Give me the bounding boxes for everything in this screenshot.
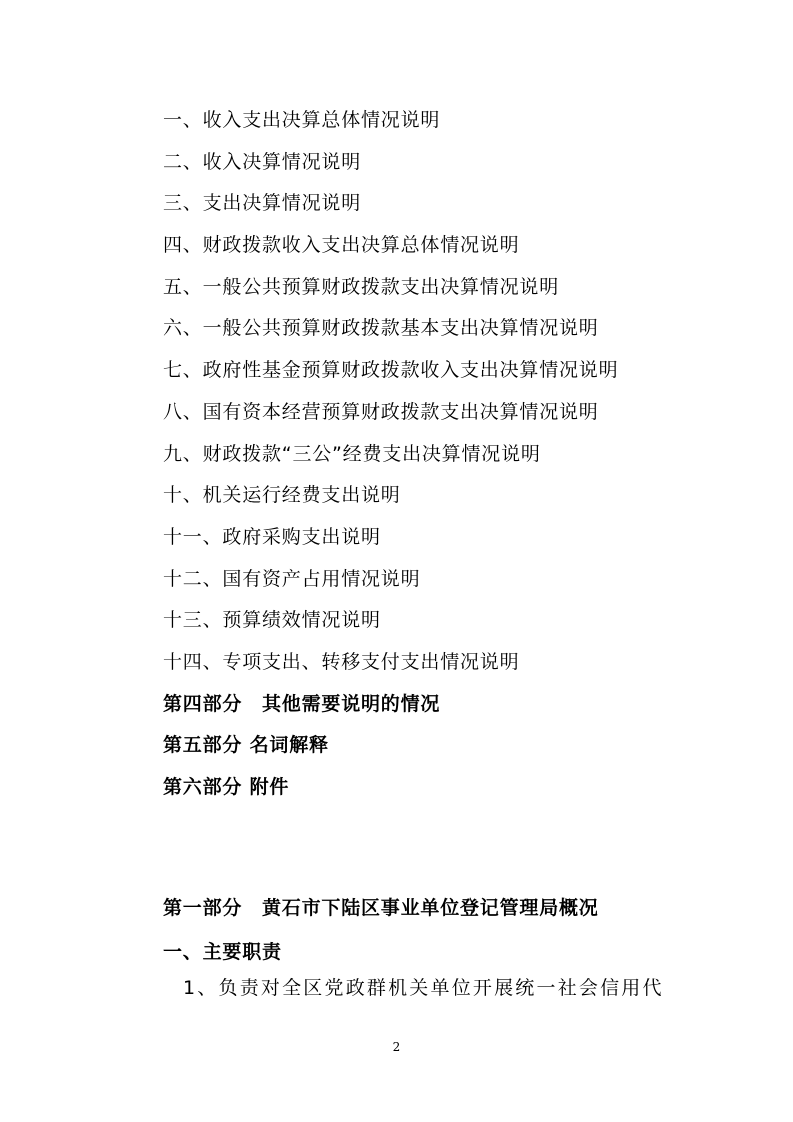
body-paragraph: 1、负责对全区党政群机关单位开展统一社会信用代 — [183, 977, 664, 999]
toc-item: 十三、预算绩效情况说明 — [163, 609, 381, 632]
toc-item: 七、政府性基金预算财政拨款收入支出决算情况说明 — [163, 359, 619, 382]
toc-item: 四、财政拨款收入支出决算总体情况说明 — [163, 234, 520, 257]
toc-item: 十一、政府采购支出说明 — [163, 525, 381, 548]
toc-item: 五、一般公共预算财政拨款支出决算情况说明 — [163, 275, 560, 298]
section-subtitle: 一、主要职责 — [163, 941, 282, 963]
table-of-contents — [163, 100, 618, 809]
toc-part-heading: 第四部分 其他需要说明的情况 — [163, 692, 441, 715]
page-number: 2 — [392, 1040, 401, 1054]
toc-item: 十、机关运行经费支出说明 — [163, 484, 401, 507]
toc-item: 八、国有资本经营预算财政拨款支出决算情况说明 — [163, 400, 599, 423]
toc-item: 六、一般公共预算财政拨款基本支出决算情况说明 — [163, 317, 599, 340]
toc-item: 十四、专项支出、转移支付支出情况说明 — [163, 650, 520, 673]
toc-part-heading: 第五部分 名词解释 — [163, 734, 329, 757]
section-title: 第一部分 黄石市下陆区事业单位登记管理局概况 — [163, 897, 599, 919]
toc-item: 一、收入支出决算总体情况说明 — [163, 109, 441, 131]
toc-part-heading: 第六部分 附件 — [163, 776, 290, 798]
toc-item: 三、支出决算情况说明 — [163, 192, 362, 215]
toc-item: 二、收入决算情况说明 — [163, 150, 362, 173]
toc-item: 十二、国有资产占用情况说明 — [163, 567, 421, 590]
toc-item: 九、财政拨款“三公”经费支出决算情况说明 — [163, 442, 541, 465]
